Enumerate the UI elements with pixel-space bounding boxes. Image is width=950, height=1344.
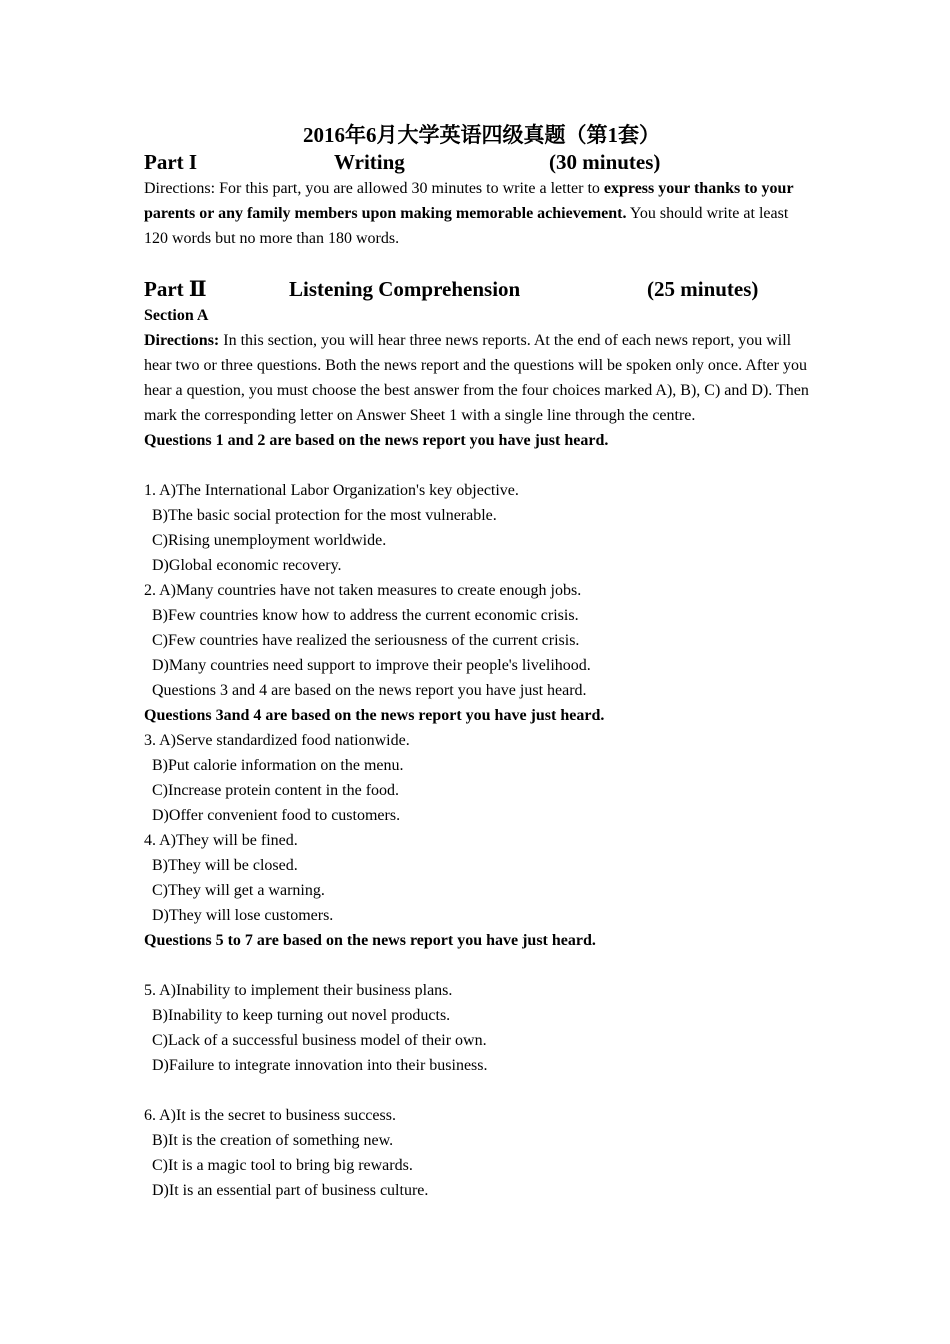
part1-label: Part I (144, 150, 198, 174)
question-5-option-d: D)Failure to integrate innovation into their business. (152, 1057, 488, 1074)
part2-directions-text: In this section, you will hear three news reports. At the end of each news report, you will hear two or three questions. Both the news report and the questions will be spoken only once. After you hear a question, you must choose the best answer from the four choices marked A), B), C) and D). Then mark the corresponding letter on Answer Sheet 1 with a single line through the centre. (144, 332, 809, 424)
question-4-option-c: C)They will get a warning. (152, 882, 325, 899)
question-5-option-a: 5. A)Inability to implement their business plans. (144, 982, 453, 999)
question-1 (144, 478, 809, 578)
question-6-option-a: 6. A)It is the secret to business success. (144, 1107, 396, 1124)
document-page (144, 121, 809, 1203)
question-2-option-d: D)Many countries need support to improve their people's livelihood. (152, 657, 591, 674)
question-3 (144, 728, 809, 828)
part1-directions-bold: express your thanks to your parents or any family members upon making memorable achievement. (144, 180, 794, 222)
question-5 (144, 978, 809, 1078)
question-1-option-a: 1. A)The International Labor Organization's key objective. (144, 482, 519, 499)
question-2-option-a: 2. A)Many countries have not taken measures to create enough jobs. (144, 582, 582, 599)
question-1-option-b: B)The basic social protection for the most vulnerable. (152, 507, 497, 524)
stray-heading-line: Questions 3 and 4 are based on the news report you have just heard. (152, 682, 587, 699)
question-6-option-b: B)It is the creation of something new. (152, 1132, 394, 1149)
question-4-option-d: D)They will lose customers. (152, 907, 334, 924)
question-1-option-d: D)Global economic recovery. (152, 557, 342, 574)
part1-name: Writing (334, 150, 405, 174)
part2-header (144, 276, 809, 303)
part2-label: Part Ⅱ (144, 277, 207, 301)
question-3-option-a: 3. A)Serve standardized food nationwide. (144, 732, 410, 749)
part1-directions-prefix: Directions: For this part, you are allowed 30 minutes to write a letter to (144, 180, 604, 197)
question-1-option-c: C)Rising unemployment worldwide. (152, 532, 387, 549)
part1-directions-suffix: You should write at least 120 words but no more than 180 words. (144, 205, 789, 247)
part1-time: (30 minutes) (549, 150, 661, 174)
question-4-option-a: 4. A)They will be fined. (144, 832, 298, 849)
question-6-option-c: C)It is a magic tool to bring big rewards. (152, 1157, 413, 1174)
part1-directions (144, 176, 809, 251)
section-a-heading: Section A (144, 307, 209, 324)
question-6-option-d: D)It is an essential part of business culture. (152, 1182, 429, 1199)
questions-5-7-heading: Questions 5 to 7 are based on the news report you have just heard. (144, 932, 596, 949)
question-4-option-b: B)They will be closed. (152, 857, 298, 874)
question-3-option-c: C)Increase protein content in the food. (152, 782, 400, 799)
questions-1-2-heading: Questions 1 and 2 are based on the news report you have just heard. (144, 432, 609, 449)
part2-time: (25 minutes) (647, 277, 759, 301)
question-6 (144, 1103, 809, 1203)
question-2-option-c: C)Few countries have realized the seriousness of the current crisis. (152, 632, 580, 649)
part1-header (144, 149, 809, 176)
question-5-option-c: C)Lack of a successful business model of their own. (152, 1032, 487, 1049)
question-2 (144, 578, 809, 678)
question-5-option-b: B)Inability to keep turning out novel products. (152, 1007, 451, 1024)
question-4 (144, 828, 809, 928)
question-3-option-d: D)Offer convenient food to customers. (152, 807, 401, 824)
question-2-option-b: B)Few countries know how to address the current economic crisis. (152, 607, 579, 624)
document-title: 2016年6月大学英语四级真题（第1套） (303, 123, 660, 147)
question-3-option-b: B)Put calorie information on the menu. (152, 757, 404, 774)
questions-3-4-heading: Questions 3and 4 are based on the news report you have just heard. (144, 707, 605, 724)
part2-directions (144, 328, 809, 428)
part2-directions-label: Directions: (144, 332, 220, 349)
part2-name: Listening Comprehension (289, 277, 521, 301)
